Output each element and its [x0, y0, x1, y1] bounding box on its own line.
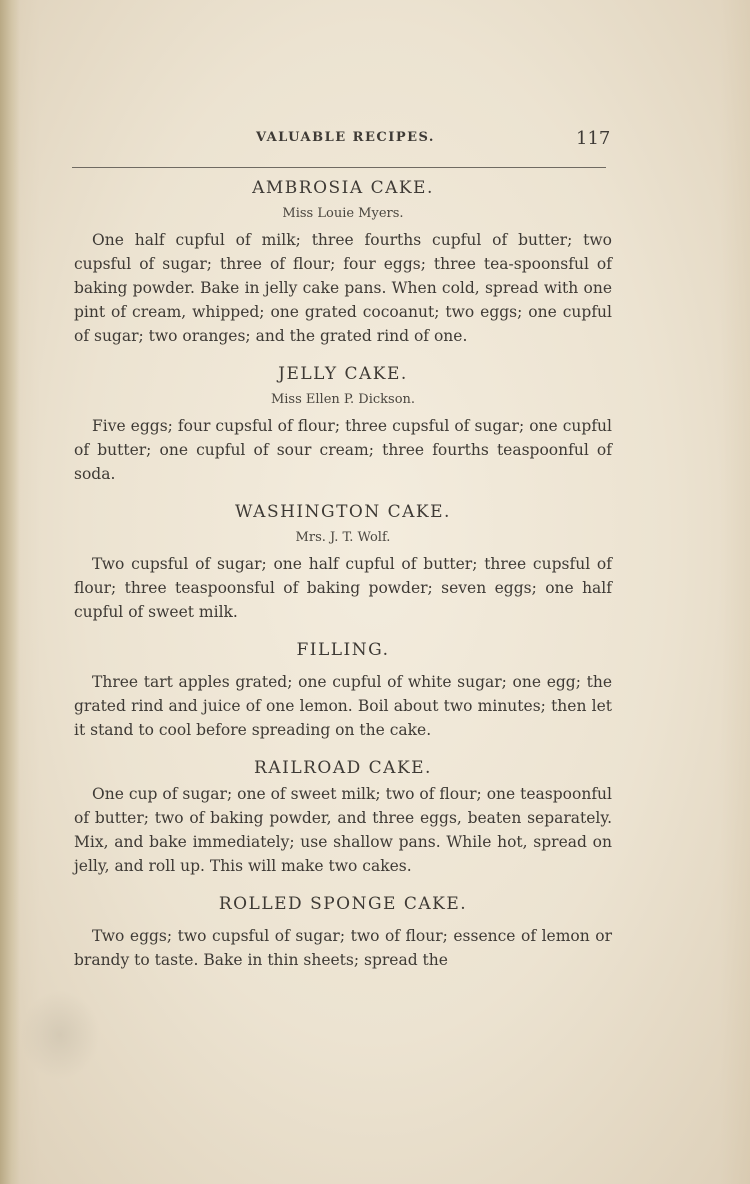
recipe-author: Mrs. J. T. Wolf.: [295, 530, 391, 545]
recipe-jelly-cake: [74, 360, 612, 486]
recipe-text: Two cupsful of sugar; one half cupful of butter; three cupsful of flour; three teaspoonsful of baking powder; seven eggs; one half cupful of sweet milk.: [74, 555, 612, 621]
recipe-ambrosia-cake: [74, 174, 612, 348]
recipe-text: One half cupful of milk; three fourths cupful of butter; two cupsful of sugar; three of flour; four eggs; three tea-spoonsful of baking powder. Bake in jelly cake pans. When cold, spread with one pint of cream, whipped; one grated cocoanut; two eggs; one cupful of sugar; two oranges; and the grated rind of one.: [74, 231, 612, 345]
recipe-author: Miss Louie Myers.: [282, 206, 404, 221]
recipe-author: Miss Ellen P. Dickson.: [270, 392, 416, 407]
page-number: 117: [576, 128, 611, 149]
paper-stain: [20, 990, 100, 1080]
recipe-title: RAILROAD CAKE.: [254, 758, 432, 778]
page-spine-shadow: [0, 0, 20, 1184]
recipe-title: WASHINGTON CAKE.: [235, 502, 451, 522]
recipe-railroad-cake: [74, 754, 612, 878]
recipe-text: One cup of sugar; one of sweet milk; two of flour; one teaspoonful of butter; two of baking powder, and three eggs, beaten separately. Mix, and bake immediately; use shallow pans. While hot, spread on jelly, and roll up. This will make two cakes.: [74, 785, 612, 875]
recipe-rolled-sponge-cake: [74, 890, 612, 972]
header-rule: [72, 167, 606, 168]
recipe-title: AMBROSIA CAKE.: [252, 178, 434, 198]
recipe-text: Five eggs; four cupsful of flour; three cupsful of sugar; one cupful of butter; one cupful of sour cream; three fourths teaspoonful of soda.: [74, 417, 612, 483]
recipe-content: [74, 174, 612, 984]
running-header: VALUABLE RECIPES.: [256, 130, 435, 145]
recipe-washington-cake: [74, 498, 612, 624]
recipe-filling: [74, 636, 612, 742]
recipe-text: Two eggs; two cupsful of sugar; two of flour; essence of lemon or brandy to taste. Bake in thin sheets; spread the: [74, 927, 612, 969]
recipe-text: Three tart apples grated; one cupful of white sugar; one egg; the grated rind and juice of one lemon. Boil about two minutes; then let it stand to cool before spreading on the cake.: [74, 673, 612, 739]
recipe-title: ROLLED SPONGE CAKE.: [218, 894, 468, 914]
recipe-title: FILLING.: [296, 640, 390, 660]
recipe-title: JELLY CAKE.: [278, 364, 408, 384]
